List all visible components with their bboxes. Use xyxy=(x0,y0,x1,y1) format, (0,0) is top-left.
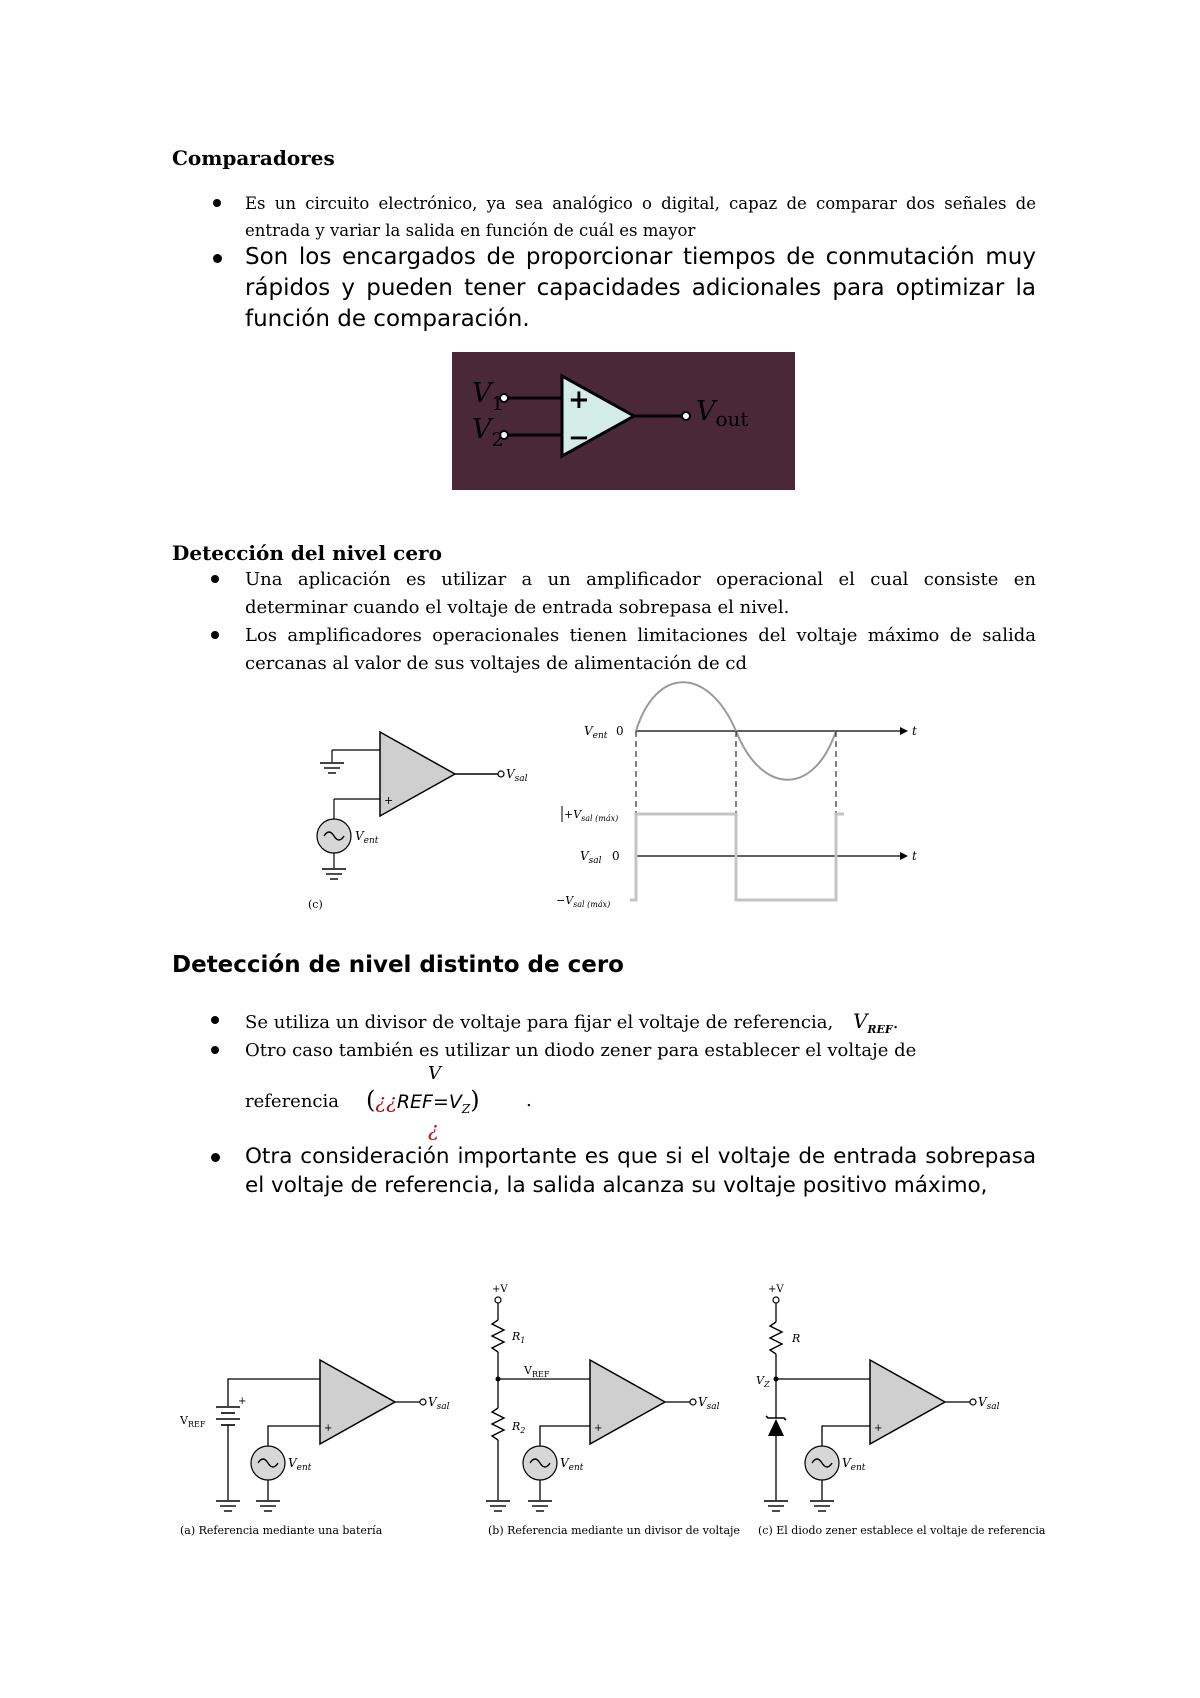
bullet-dot xyxy=(211,1153,220,1162)
plus-sign: + xyxy=(568,385,590,415)
output-square-wave xyxy=(630,814,844,900)
equation-question-marks: ¿¿ xyxy=(375,1089,397,1113)
ground-icon xyxy=(256,1501,280,1511)
paragraph: Es un circuito electrónico, ya sea analógico o digital, capaz de comparar dos señales de entrada y variar la salida en función de cuál es mayor xyxy=(245,194,1036,240)
ground-icon xyxy=(810,1501,834,1511)
minus-sign: − xyxy=(568,423,590,453)
r2-label: $R_2$ xyxy=(512,1420,526,1435)
circuit-c xyxy=(756,1284,1046,1537)
paragraph: Otra consideración importante es que si el voltaje de entrada sobrepasa el voltaje de referencia, la salida alcanza su voltaje positivo máximo, xyxy=(245,1144,1036,1198)
nonzero-level-detectors-figure xyxy=(170,1280,1050,1542)
plus-sign: + xyxy=(594,1423,603,1434)
caption-b: (b) Referencia mediante un divisor de voltaje xyxy=(488,1524,740,1537)
vref-label: $V_{REF}$ xyxy=(524,1364,550,1379)
output-terminal xyxy=(498,771,504,777)
paragraph: Los amplificadores operacionales tienen limitaciones del voltaje máximo de salida cercanas al valor de sus voltajes de alimentación de cd xyxy=(245,625,1036,674)
vmin-label: $-V_{sal (máx)}$ xyxy=(556,894,611,909)
v2-label: $V_2$ xyxy=(472,414,504,451)
supply-terminal xyxy=(495,1297,501,1303)
ground-icon xyxy=(320,763,344,773)
vref-label: $V_{REF}$ xyxy=(180,1414,206,1429)
supply-terminal xyxy=(773,1297,779,1303)
bullet-dot xyxy=(211,1016,219,1024)
r-label: R xyxy=(792,1332,801,1345)
circuit-b xyxy=(486,1284,740,1537)
caption-a: (a) Referencia mediante una batería xyxy=(180,1524,383,1537)
vsupply-label: +V xyxy=(768,1284,784,1295)
bullet-dot xyxy=(211,631,219,639)
zero-label-bottom: 0 xyxy=(612,849,620,863)
t-label-top: t xyxy=(912,724,917,738)
plus-sign: + xyxy=(238,1396,247,1407)
paragraph-text: Se utiliza un divisor de voltaje para fijar el voltaje de referencia, xyxy=(245,1012,834,1033)
resistor-r2-icon xyxy=(492,1408,504,1440)
plus-sign: + xyxy=(874,1423,883,1434)
plus-sign: + xyxy=(384,794,394,807)
bullet-dot xyxy=(211,1046,219,1054)
output-terminal xyxy=(420,1399,426,1405)
equation-bottom: ¿ xyxy=(428,1117,439,1141)
v1-label: $V_1$ xyxy=(472,378,504,415)
output-terminal xyxy=(690,1399,696,1405)
vmax-label: $+V_{sal (máx)}$ xyxy=(564,808,619,823)
vz-label: $V_Z$ xyxy=(756,1374,770,1389)
equation-period: . xyxy=(526,1090,532,1111)
resistor-icon xyxy=(770,1322,782,1354)
vent-wave-label: $V_{ent}$ xyxy=(584,724,608,741)
vsal-label: $V_{sal}$ xyxy=(978,1395,1000,1412)
caption-c: (c) El diodo zener establece el voltaje de referencia xyxy=(758,1524,1046,1537)
equation: $(¿¿REF=V_Z)$ xyxy=(366,1086,480,1116)
paragraph: Otro caso también es utilizar un diodo zener para establecer el voltaje de xyxy=(245,1040,917,1061)
bullet-dot xyxy=(213,254,222,263)
r1-label: $R_1$ xyxy=(512,1330,526,1345)
paragraph: Una aplicación es utilizar a un amplificador operacional el cual consiste en determinar cuando el voltaje de entrada sobrepasa el nivel. xyxy=(245,569,1036,618)
vent-label: $V_{ent}$ xyxy=(842,1456,866,1473)
vout-label: $V_{out}$ xyxy=(696,396,749,431)
bullet-dot xyxy=(213,199,221,207)
vent-label: $V_{ent}$ xyxy=(355,829,379,846)
zero-label-top: 0 xyxy=(616,724,624,738)
zero-level-detector-figure xyxy=(300,676,940,920)
vsal-label: $V_{sal}$ xyxy=(428,1395,450,1412)
resistor-r1-icon xyxy=(492,1320,504,1352)
bullet-dot xyxy=(211,575,219,583)
ground-icon xyxy=(216,1501,240,1511)
zener-diode-icon xyxy=(766,1416,786,1436)
battery-icon xyxy=(216,1407,240,1425)
ground-icon xyxy=(486,1501,510,1511)
vsal-wave-label: $V_{sal}$ xyxy=(580,849,602,866)
t-label-bottom: t xyxy=(912,849,917,863)
vent-label: $V_{ent}$ xyxy=(560,1456,584,1473)
section-title-comparadores: Comparadores xyxy=(172,146,335,170)
ground-icon xyxy=(322,869,346,879)
arrow-icon xyxy=(900,727,908,735)
plus-sign: + xyxy=(324,1423,333,1434)
arrow-icon xyxy=(900,852,908,860)
vent-label: $V_{ent}$ xyxy=(288,1456,312,1473)
section-title-nivel-cero: Detección del nivel cero xyxy=(172,541,442,565)
ground-icon xyxy=(528,1501,552,1511)
output-terminal xyxy=(970,1399,976,1405)
vsal-label: $V_{sal}$ xyxy=(698,1395,720,1412)
circuit-a xyxy=(179,1360,450,1537)
section-title-nivel-distinto: Detección de nivel distinto de cero xyxy=(172,952,624,978)
period: . xyxy=(892,1012,899,1033)
vref-symbol: $V_{REF}$ xyxy=(852,1009,893,1036)
paragraph: Son los encargados de proporcionar tiempos de conmutación muy rápidos y pueden tener capacidades adicionales para optimizar la función de comparación. xyxy=(245,244,1036,332)
figure-caption: (c) xyxy=(308,898,323,911)
vsal-label: $V_{sal}$ xyxy=(506,767,528,784)
equation-top: V xyxy=(428,1063,441,1084)
output-terminal xyxy=(682,412,690,420)
ground-icon xyxy=(764,1501,788,1511)
comparator-figure xyxy=(452,352,795,490)
vsupply-label: +V xyxy=(492,1284,508,1295)
paragraph-referencia: referencia xyxy=(245,1091,339,1112)
